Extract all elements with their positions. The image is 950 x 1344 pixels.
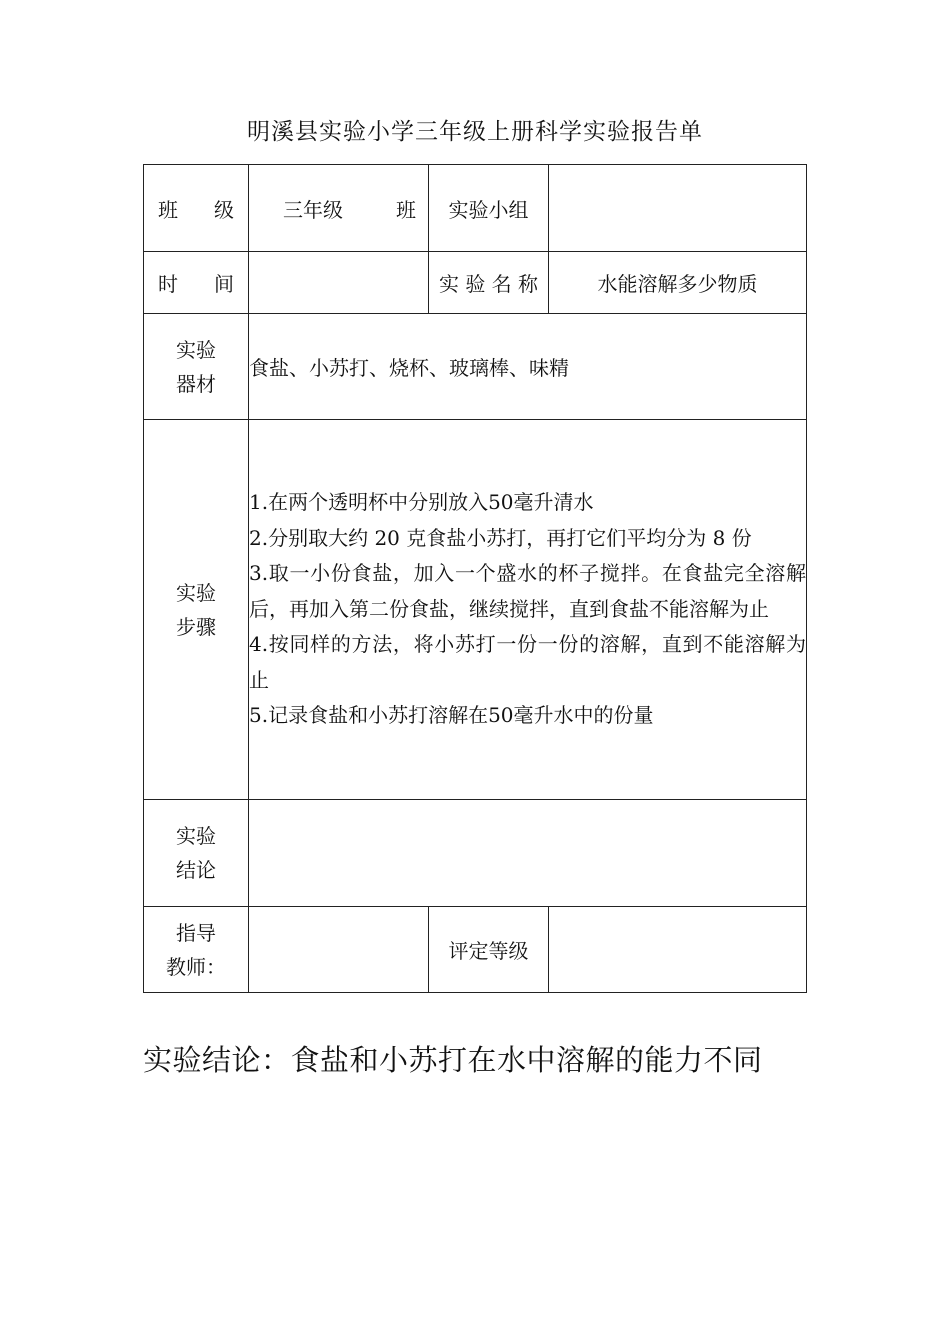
report-title: 明溪县实验小学三年级上册科学实验报告单 — [247, 119, 703, 145]
name-label-d: 称 — [517, 272, 538, 296]
time-label-cell — [144, 252, 249, 314]
report-table — [143, 164, 807, 993]
teacher-label-line-1: 指导 — [176, 920, 216, 945]
steps-label-cell — [144, 420, 249, 800]
time-label-a: 时 — [158, 272, 178, 296]
steps-list — [249, 420, 807, 800]
class-label-a: 班 — [158, 197, 178, 222]
step-item: 4.按同样的方法，将小苏打一份一份的溶解，直到不能溶解为止 — [249, 632, 806, 692]
class-value-grade: 三年级 — [283, 197, 343, 222]
materials-value: 食盐、小苏打、烧杯、玻璃棒、味精 — [249, 314, 807, 420]
class-value-suffix: 班 — [396, 197, 416, 222]
conclusion-value-cell[interactable] — [249, 800, 807, 907]
steps-label-line-2: 步骤 — [176, 614, 216, 639]
time-label-b: 间 — [214, 272, 234, 296]
materials-label-line-1: 实验 — [176, 337, 216, 362]
grade-label: 评定等级 — [429, 907, 549, 993]
footer-conclusion: 实验结论：食盐和小苏打在水中溶解的能力不同 — [143, 1043, 763, 1077]
conclusion-label-line-1: 实验 — [176, 824, 216, 848]
class-value-cell[interactable] — [249, 165, 429, 252]
class-label-cell — [144, 165, 249, 252]
materials-label-line-2: 器材 — [176, 371, 216, 396]
step-item: 3.取一小份食盐，加入一个盛水的杯子搅拌。在食盐完全溶解后，再加入第二份食盐，继续搅拌，直到食盐不能溶解为止 — [249, 561, 806, 621]
name-label-a: 实 — [439, 272, 459, 296]
steps-label-line-1: 实验 — [176, 580, 216, 605]
row-conclusion — [144, 800, 807, 907]
name-label-b: 验 — [465, 272, 486, 296]
teacher-value-cell[interactable] — [249, 907, 429, 993]
row-materials — [144, 314, 807, 420]
teacher-label-cell — [144, 907, 249, 993]
step-item: 1.在两个透明杯中分别放入50毫升清水 — [249, 490, 594, 515]
time-value-cell[interactable] — [249, 252, 429, 314]
experiment-name-label-cell — [429, 252, 549, 314]
experiment-name-value: 水能溶解多少物质 — [549, 252, 807, 314]
teacher-label-line-2: 教师： — [166, 954, 226, 979]
step-item: 2.分别取大约 20 克食盐小苏打，再打它们平均分为 8 份 — [249, 525, 752, 550]
conclusion-label-cell — [144, 800, 249, 907]
row-teacher — [144, 907, 807, 993]
materials-label-cell — [144, 314, 249, 420]
class-label-b: 级 — [214, 197, 234, 222]
group-label: 实验小组 — [429, 165, 549, 252]
conclusion-label-line-2: 结论 — [176, 858, 216, 882]
grade-value-cell[interactable] — [549, 907, 807, 993]
row-class — [144, 165, 807, 252]
step-item: 5.记录食盐和小苏打溶解在50毫升水中的份量 — [249, 703, 654, 728]
name-label-c: 名 — [491, 272, 512, 296]
row-steps — [144, 420, 807, 800]
group-value-cell[interactable] — [549, 165, 807, 252]
row-time — [144, 252, 807, 314]
